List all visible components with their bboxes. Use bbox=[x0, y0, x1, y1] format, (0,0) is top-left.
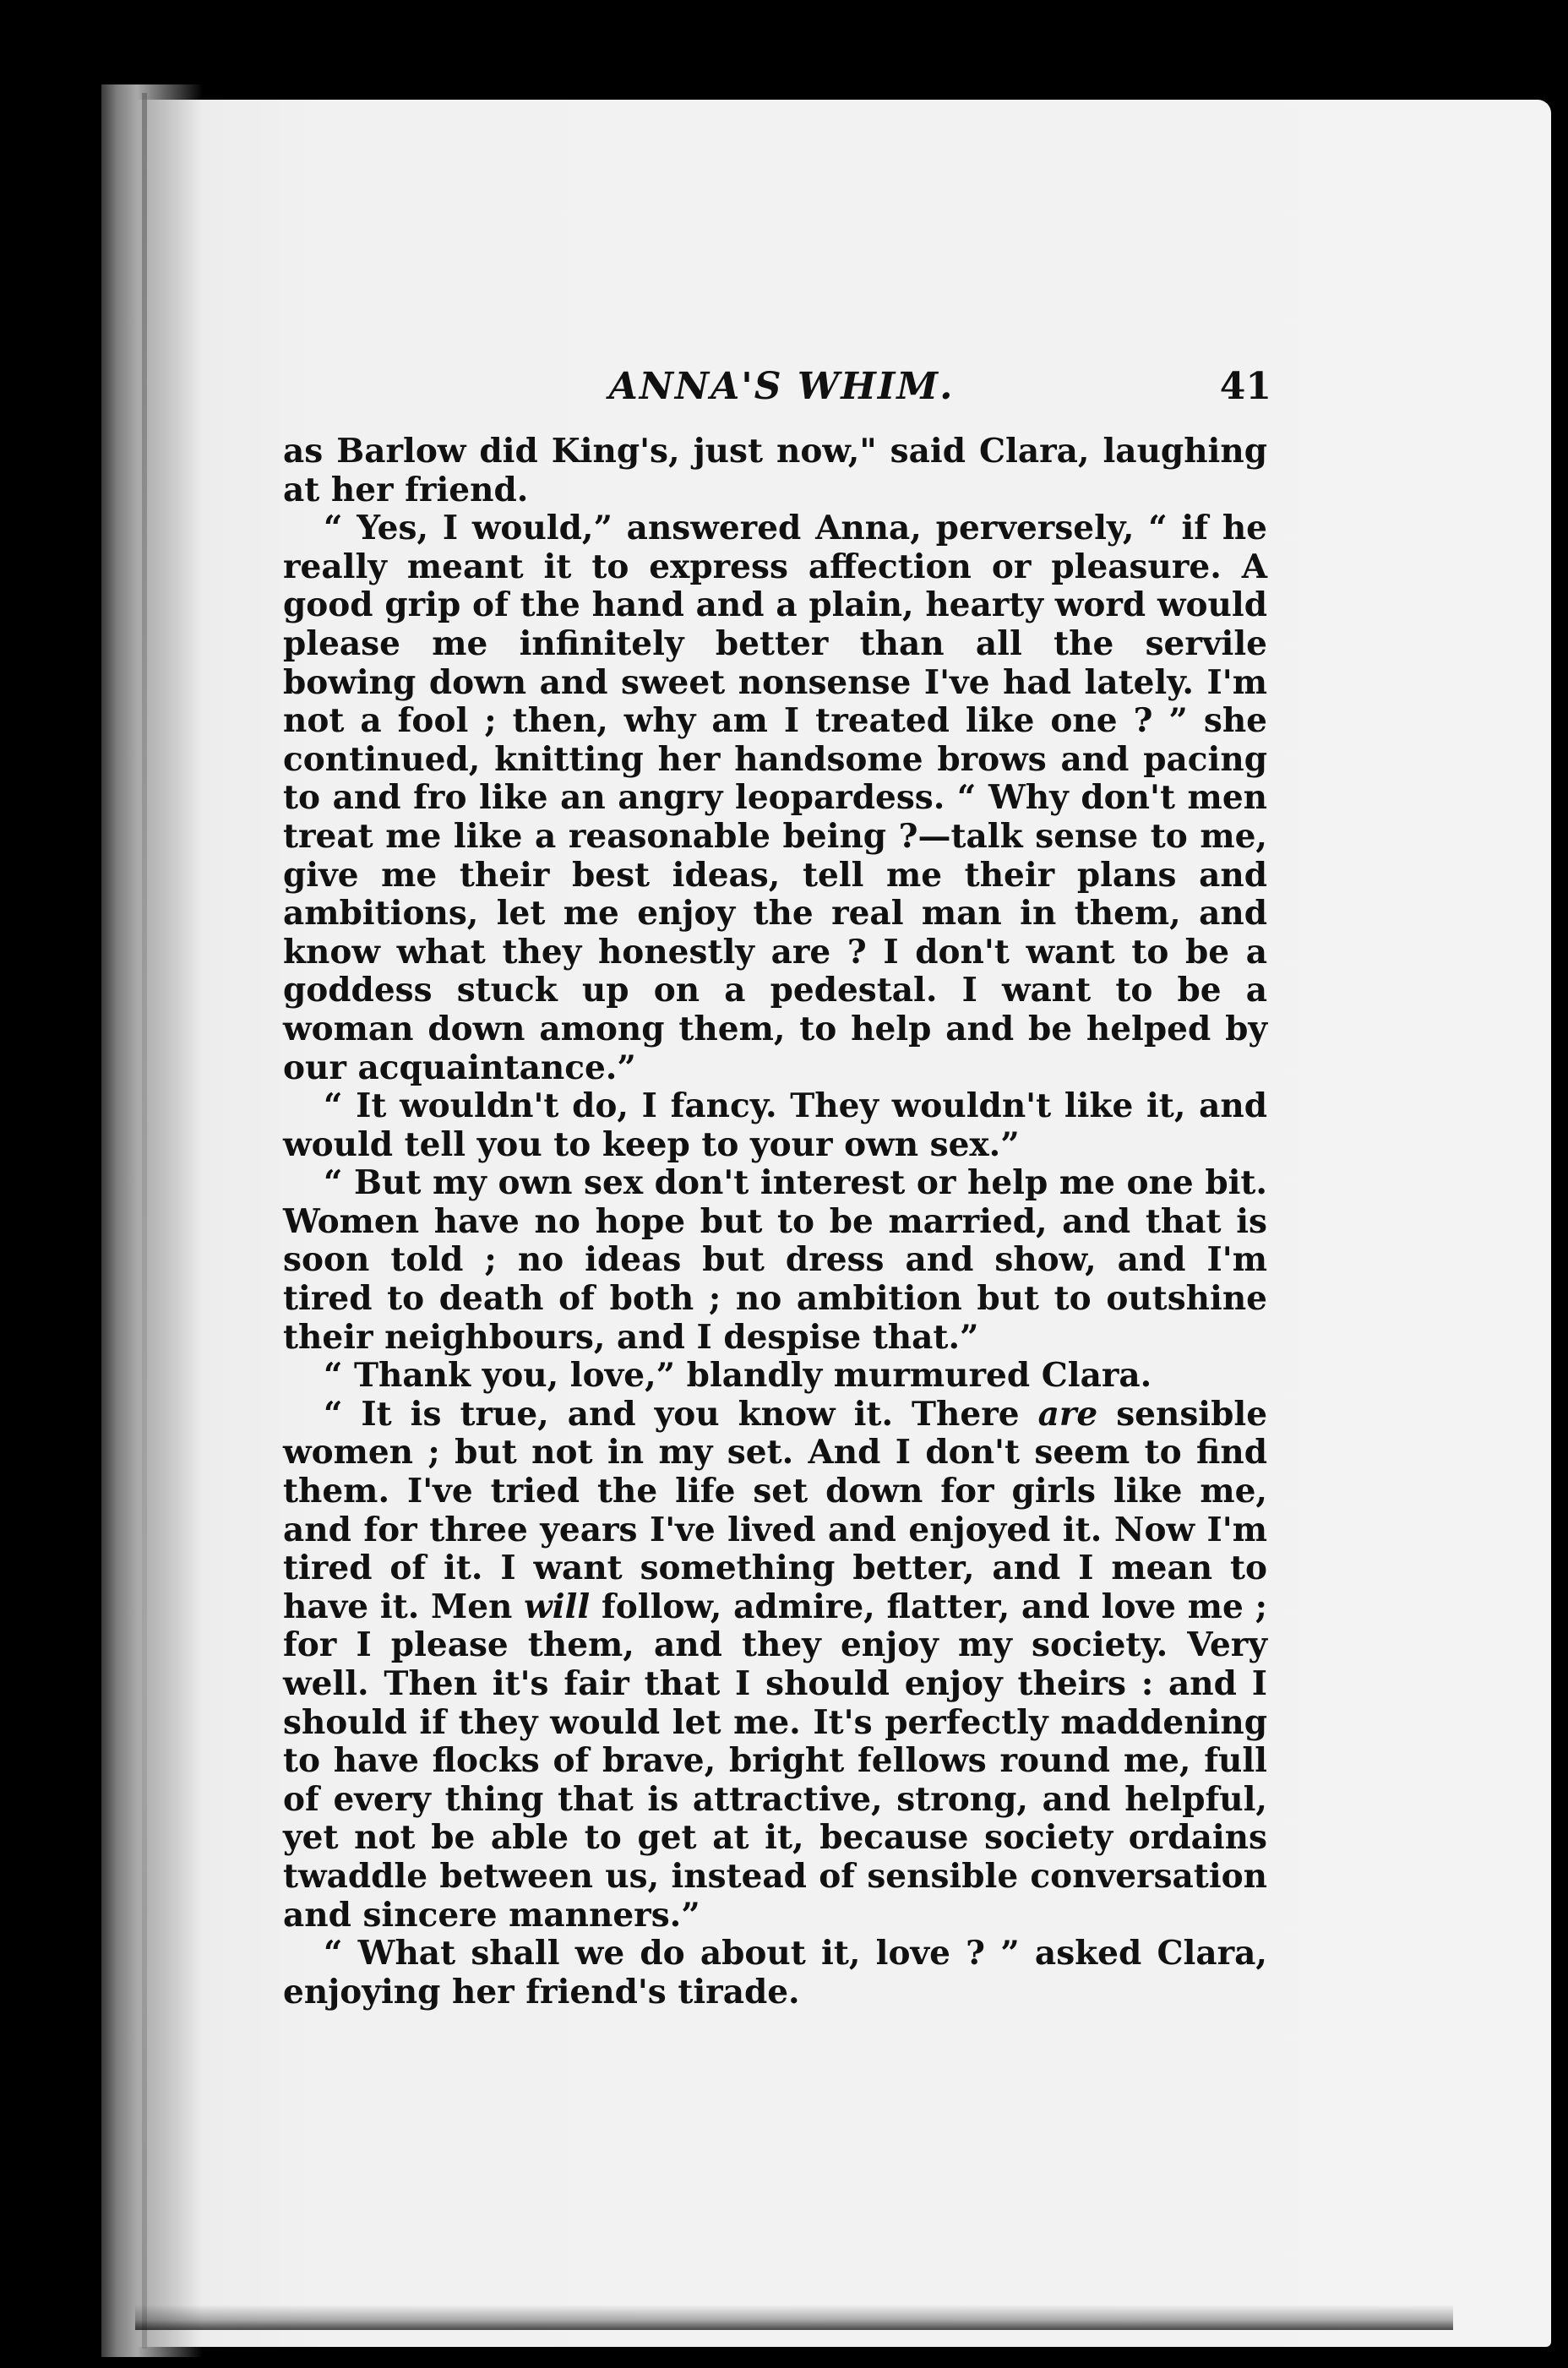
paragraph-text: “ It wouldn't do, I fancy. They wouldn't like it, and would tell you to keep to your own sex.” bbox=[283, 1086, 1267, 1164]
paragraph-2 bbox=[283, 509, 1267, 1087]
emphasis-text: will bbox=[524, 1587, 591, 1626]
emphasis-text: are bbox=[1037, 1394, 1098, 1434]
paragraph-text: as Barlow did King's, just now," said Clara, laughing at her friend. bbox=[283, 432, 1267, 509]
paragraph-1 bbox=[283, 433, 1267, 509]
paragraph-text: “ Yes, I would,” answered Anna, perversely, “ if he really meant it to express affection or pleasure. A good grip of the hand and a plain, hearty word would please me infinitely better than all the servile bowing down and sweet nonsense I've had lately. I'm not a fool ; then, why am I treated like one ? ” she continued, knitting her handsome brows and pacing to and fro like an angry leopardess. “ Why don't men treat me like a reasonable being ?—talk sense to me, give me their best ideas, tell me their plans and ambitions, let me enjoy the real man in them, and know what they honestly are ? I don't want to be a goddess stuck up on a pedestal. I want to be a woman down among them, to help and be helped by our acquaintance.” bbox=[283, 509, 1267, 1087]
paragraph-5 bbox=[283, 1357, 1267, 1396]
paragraph-text: “ But my own sex don't interest or help me one bit. Women have no hope but to be married, and that is soon told ; no ideas but dress and show, and I'm tired to death of both ; no ambition but to outshine their neighbours, and I despise that.” bbox=[283, 1163, 1267, 1357]
running-title: ANNA'S WHIM. bbox=[608, 365, 955, 408]
paragraph-text: follow, admire, flatter, and love me ; for I please them, and they enjoy my society. Very well. Then it's fair that I should enjoy theirs : and I should if they would let me. It's perfectly maddening to have flocks of brave, bright fellows round me, full of every thing that is attractive, strong, and helpful, yet not be able to get at it, because society ordains twaddle between us, instead of sensible conversation and sincere manners.” bbox=[283, 1587, 1268, 1935]
body-text bbox=[283, 433, 1267, 2011]
paragraph-4 bbox=[283, 1164, 1267, 1357]
paragraph-text: sensible women ; but not in my set. And I don't seem to find them. I've tried the life set down for girls like me, and for three years I've lived and enjoyed it. Now I'm tired of it. I want something better, and I mean to have it. Men bbox=[283, 1394, 1268, 1626]
running-head bbox=[291, 365, 1271, 424]
paragraph-7 bbox=[283, 1935, 1267, 2011]
paragraph-text: “ What shall we do about it, love ? ” asked Clara, enjoying her friend's tirade. bbox=[283, 1934, 1267, 2011]
paragraph-text: “ Thank you, love,” blandly murmured Clara. bbox=[324, 1356, 1152, 1396]
paragraph-text: “ It is true, and you know it. There bbox=[324, 1394, 1038, 1434]
paragraph-3 bbox=[283, 1087, 1267, 1164]
page-number: 41 bbox=[1219, 365, 1271, 408]
paragraph-6 bbox=[283, 1396, 1267, 1935]
